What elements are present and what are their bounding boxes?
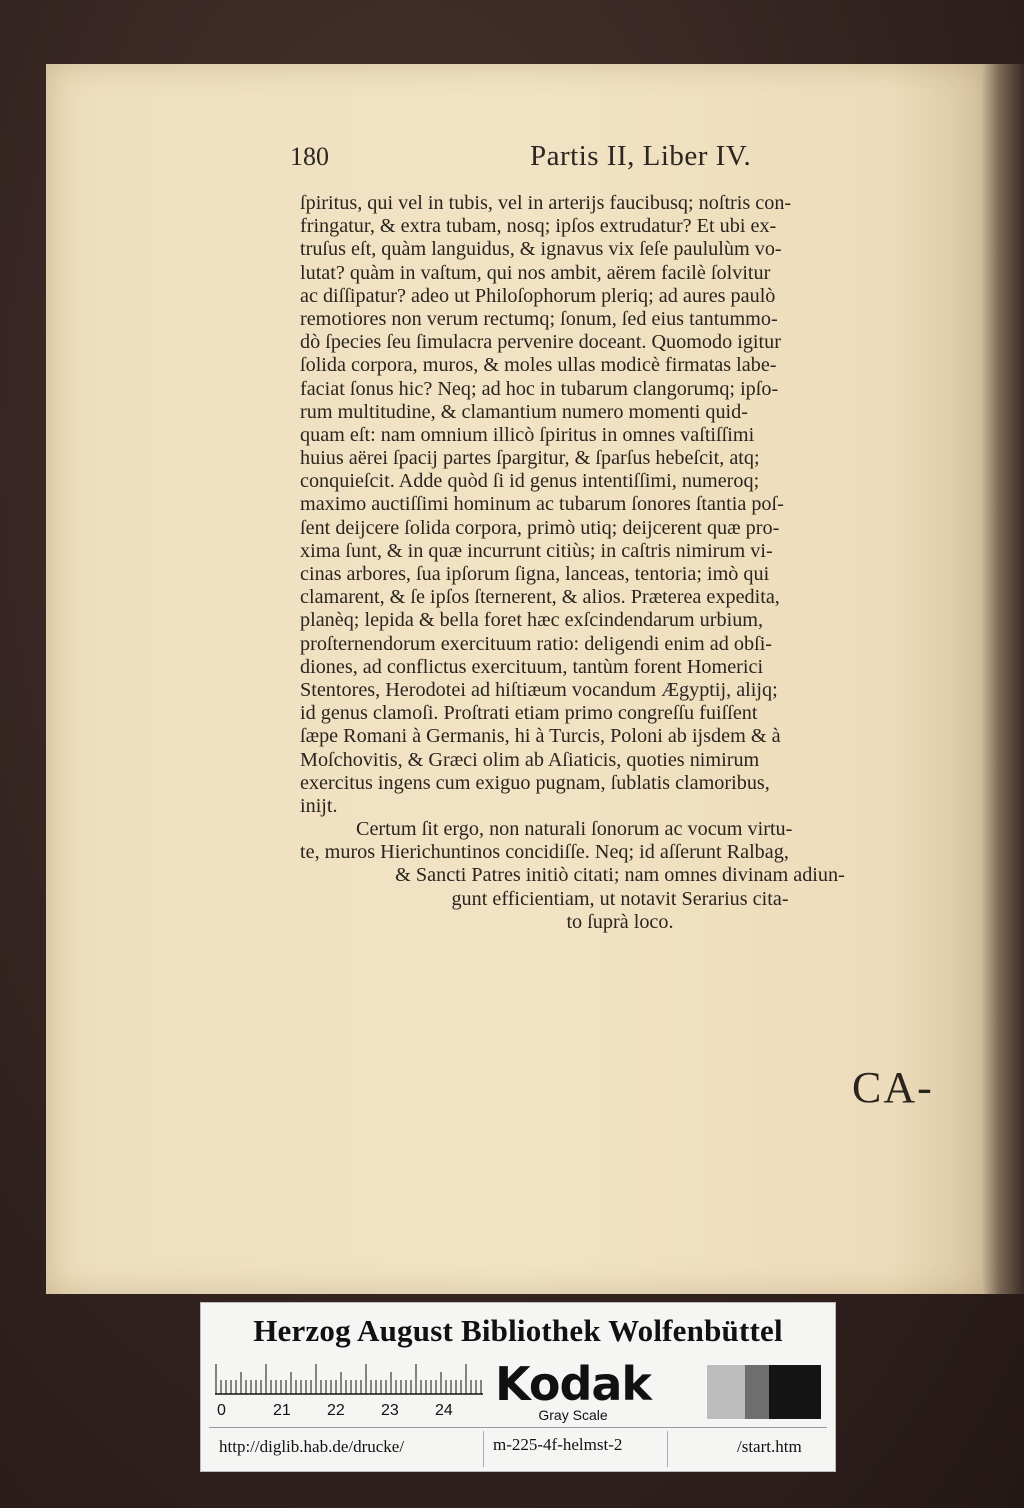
text-line: diones, ad conflictus exercituum, tantùm forent Homerici [300, 655, 764, 678]
text-line: dò ſpecies ſeu ſimulacra pervenire doceant. Quomodo igitur [300, 331, 781, 354]
text-line: Moſchovitis, & Græci olim ab Aſiaticis, quoties nimirum [300, 748, 760, 771]
label-separator [667, 1431, 668, 1467]
grayscale-caption: Gray Scale [538, 1407, 608, 1423]
ruler-numbers [215, 1402, 485, 1424]
text-line: quam eſt: nam omnium illicò ſpiritus in omnes vaſtiſſimi [300, 423, 755, 446]
kodak-logo: Kodak [495, 1357, 651, 1411]
text-line: huius aërei ſpacij partes ſpargitur, & ſparſus hebeſcit, atq; [300, 447, 760, 470]
ruler-number: 24 [435, 1402, 453, 1419]
page-number: 180 [290, 142, 329, 171]
text-line: & Sancti Patres initiò citati; nam omnes divinam adiun- [395, 864, 845, 887]
url-left: http://diglib.hab.de/drucke/ [219, 1437, 405, 1456]
gray-patch-light [707, 1365, 745, 1419]
text-line: remotiores non verum rectumq; ſonum, ſed eius tantummo- [300, 307, 778, 330]
body-text [300, 192, 940, 934]
ruler-number: 22 [327, 1402, 345, 1419]
text-line: ac diſſipatur? adeo ut Philoſophorum pleriq; ad aures paulò [300, 284, 776, 307]
text-line: conquieſcit. Adde quòd ſi id genus intentiſſimi, numeroq; [300, 470, 760, 493]
text-line: exercitus ingens cum exiguo pugnam, ſublatis clamoribus, [300, 771, 770, 794]
label-separator [483, 1431, 484, 1467]
text-line: Certum ſit ergo, non naturali ſonorum ac vocum virtu- [356, 818, 793, 841]
text-line: id genus clamoſi. Proſtrati etiam primo congreſſu fuiſſent [300, 702, 758, 725]
ruler-number: 21 [273, 1402, 291, 1419]
gray-patch-dark [769, 1365, 821, 1419]
text-line: cinas arbores, ſua ipſorum ſigna, lanceas, tentoria; imò qui [300, 563, 770, 585]
text-line: faciat ſonus hic? Neq; ad hoc in tubarum clangorumq; ipſo- [300, 377, 779, 400]
text-line: to ſuprà loco. [566, 910, 674, 933]
ruler-number: 0 [217, 1402, 226, 1419]
text-line: fringatur, & extra tubam, nosq; ipſos extrudatur? Et ubi ex- [300, 215, 777, 238]
running-head: Partis II, Liber IV. [530, 140, 752, 172]
label-divider [209, 1427, 827, 1428]
text-line: ſolida corpora, muros, & moles ullas modicè firmatas labe- [300, 354, 777, 377]
text-line: ſent deijcere ſolida corpora, primò utiq; deijcerent quæ pro- [300, 516, 780, 539]
text-line: gunt efficientiam, ut notavit Serarius cita- [451, 887, 789, 910]
text-line: planèq; lepida & bella foret hæc exſcindendarum urbium, [300, 609, 764, 632]
text-line: te, muros Hierichuntinos concidiſſe. Neq; id aſſerunt Ralbag, [300, 841, 789, 864]
text-line: ſæpe Romani à Germanis, hi à Turcis, Poloni ab ijsdem & à [300, 725, 781, 748]
text-line: Stentores, Herodotei ad hiſtiæum vocandum Ægyptij, alijq; [300, 678, 778, 701]
ruler-scale [215, 1361, 483, 1395]
url-right: /start.htm [737, 1437, 802, 1456]
text-line: inijt. [300, 794, 338, 817]
library-name: Herzog August Bibliothek Wolfenbüttel [253, 1313, 783, 1348]
url-identifier: m-225-4f-helmst-2 [493, 1435, 623, 1454]
text-line: ſpiritus, qui vel in tubis, vel in arterijs faucibusq; noſtris con- [300, 192, 792, 214]
text-line: xima ſunt, & in quæ incurrunt citiùs; in caſtris nimirum vi- [300, 539, 773, 562]
text-line: truſus eſt, quàm languidus, & ignavus vix ſeſe paululùm vo- [300, 238, 782, 261]
ruler-number: 23 [381, 1402, 399, 1419]
library-label [200, 1302, 836, 1472]
page-header [288, 140, 968, 180]
text-line: rum multitudine, & clamantium numero momenti quid- [300, 400, 748, 423]
text-line: clamarent, & ſe ipſos ſternerent, & alios. Præterea expedita, [300, 586, 780, 609]
text-line: maximo auctiſſimi hominum ac tubarum ſonores ſtantia poſ- [300, 493, 784, 516]
page-edge-shadow [982, 64, 1024, 1294]
catchword: CA- [852, 1063, 934, 1112]
gray-patch-mid [745, 1365, 769, 1419]
text-line: lutat? quàm in vaſtum, qui nos ambit, aërem facilè ſolvitur [300, 261, 771, 284]
text-line: proſternendorum exercituum ratio: deligendi enim ad obſi- [300, 632, 773, 655]
